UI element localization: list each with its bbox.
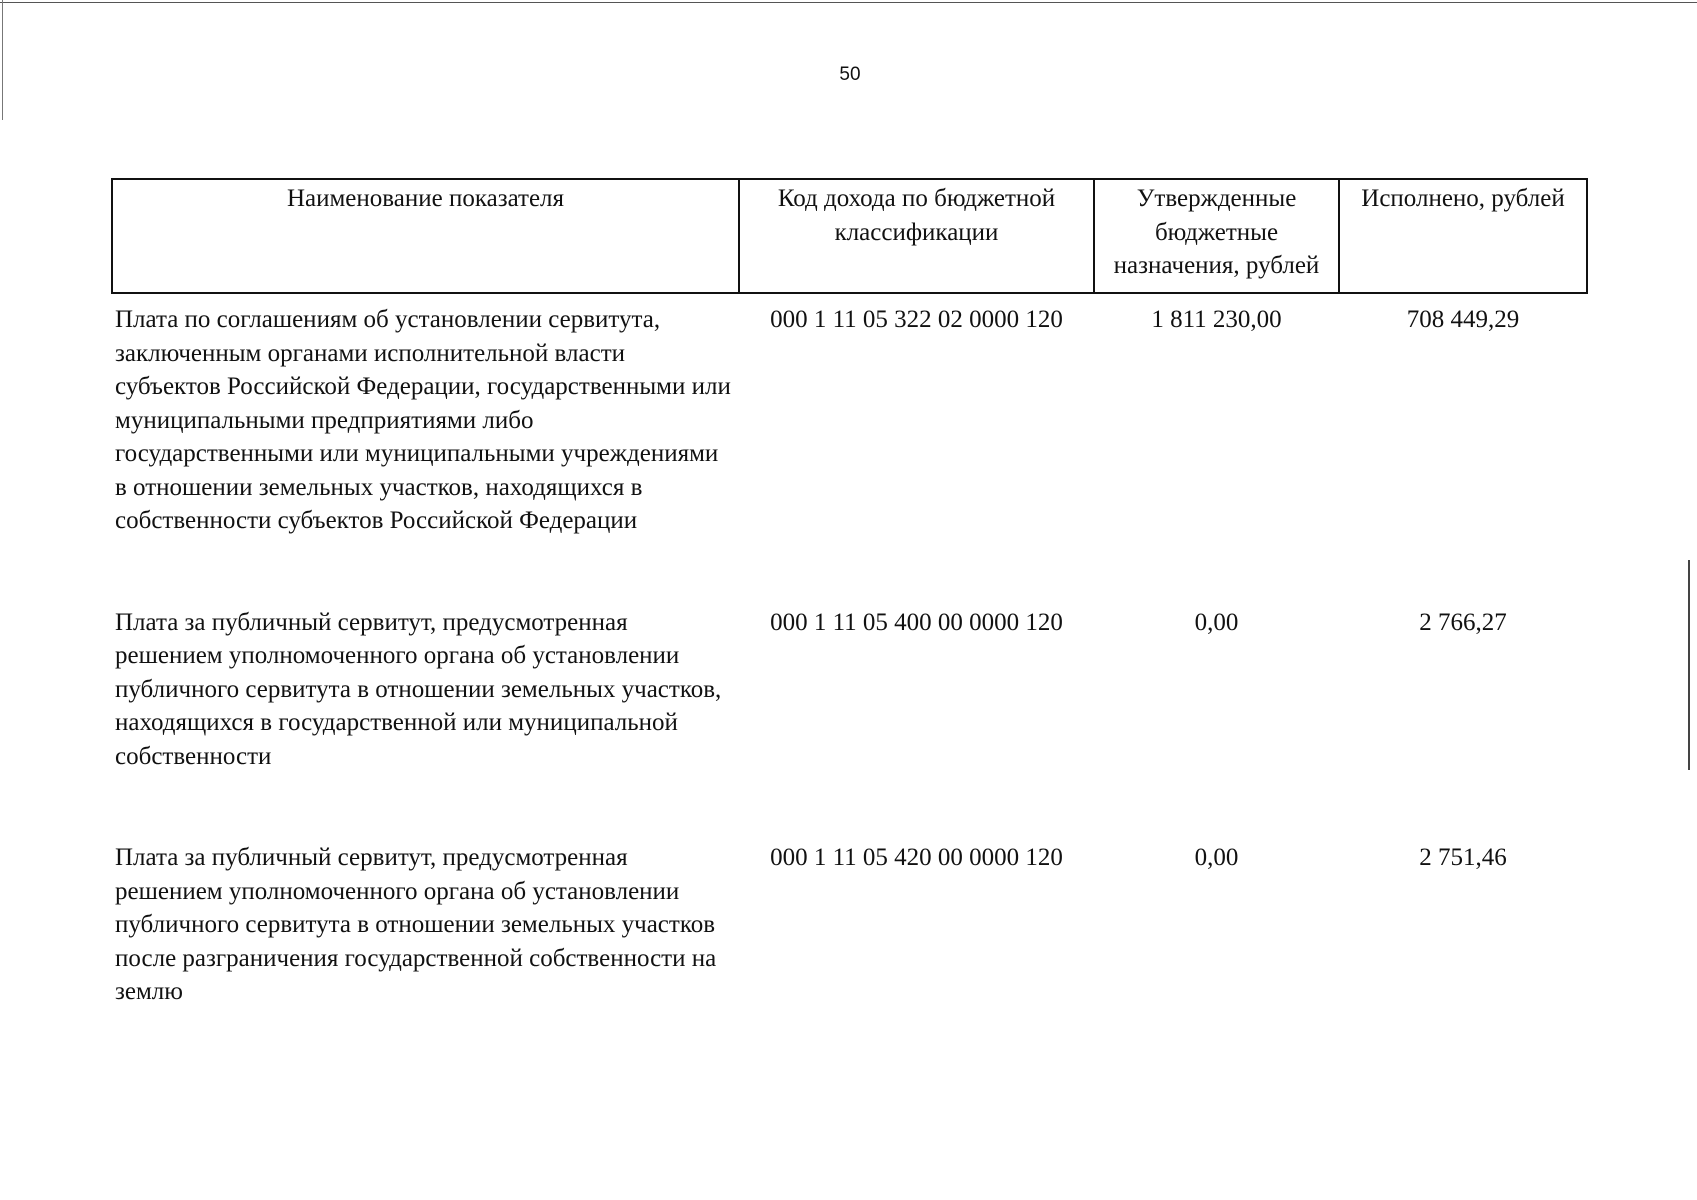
income-code-cell: 000 1 11 05 420 00 0000 120 xyxy=(770,844,1063,871)
header-income-code: Код дохода по бюджетной классификации xyxy=(739,179,1094,293)
scan-edge-left xyxy=(2,0,3,120)
header-executed-amount: Исполнено, рублей xyxy=(1339,179,1587,293)
executed-amount-cell: 708 449,29 xyxy=(1406,306,1520,333)
indicator-name-cell: Плата за публичный сервитут, предусмотренная решением уполномоченного органа об установлении публичного сервитута в отношении земельных участков после разграничения государственной собственности на землю xyxy=(115,844,717,1005)
table-header-row xyxy=(112,179,1587,293)
scan-edge-top xyxy=(0,2,1697,3)
table-row xyxy=(112,578,1587,814)
budget-income-table xyxy=(111,178,1588,1009)
executed-amount-cell: 2 751,46 xyxy=(1419,844,1507,871)
income-code-cell: 000 1 11 05 400 00 0000 120 xyxy=(770,608,1063,636)
header-approved-amount: Утвержденные бюджетные назначения, рублей xyxy=(1094,179,1339,293)
executed-amount-cell: 2 766,27 xyxy=(1419,608,1507,636)
indicator-name-cell: Плата по соглашениям об установлении сервитута, заключенным органами исполнительной власти субъектов Российской Федерации, государственными или муниципальными предприятиями либо государственными или муниципальными учреждениями в отношении земельных участков, находящихся в собственности субъектов Российской Федерации xyxy=(115,306,731,534)
approved-amount-cell: 0,00 xyxy=(1194,608,1239,636)
page-number: 50 xyxy=(839,64,861,85)
approved-amount-cell: 0,00 xyxy=(1194,844,1239,871)
approved-amount-cell: 1 811 230,00 xyxy=(1151,306,1282,333)
scan-edge-right xyxy=(1688,560,1690,770)
table-row xyxy=(112,293,1587,578)
table-row xyxy=(112,813,1587,1009)
indicator-name-cell: Плата за публичный сервитут, предусмотренная решением уполномоченного органа об установлении публичного сервитута в отношении земельных участков, находящихся в государственной или муниципальной собственности xyxy=(115,608,722,770)
income-code-cell: 000 1 11 05 322 02 0000 120 xyxy=(770,306,1063,333)
header-indicator-name: Наименование показателя xyxy=(112,179,739,293)
